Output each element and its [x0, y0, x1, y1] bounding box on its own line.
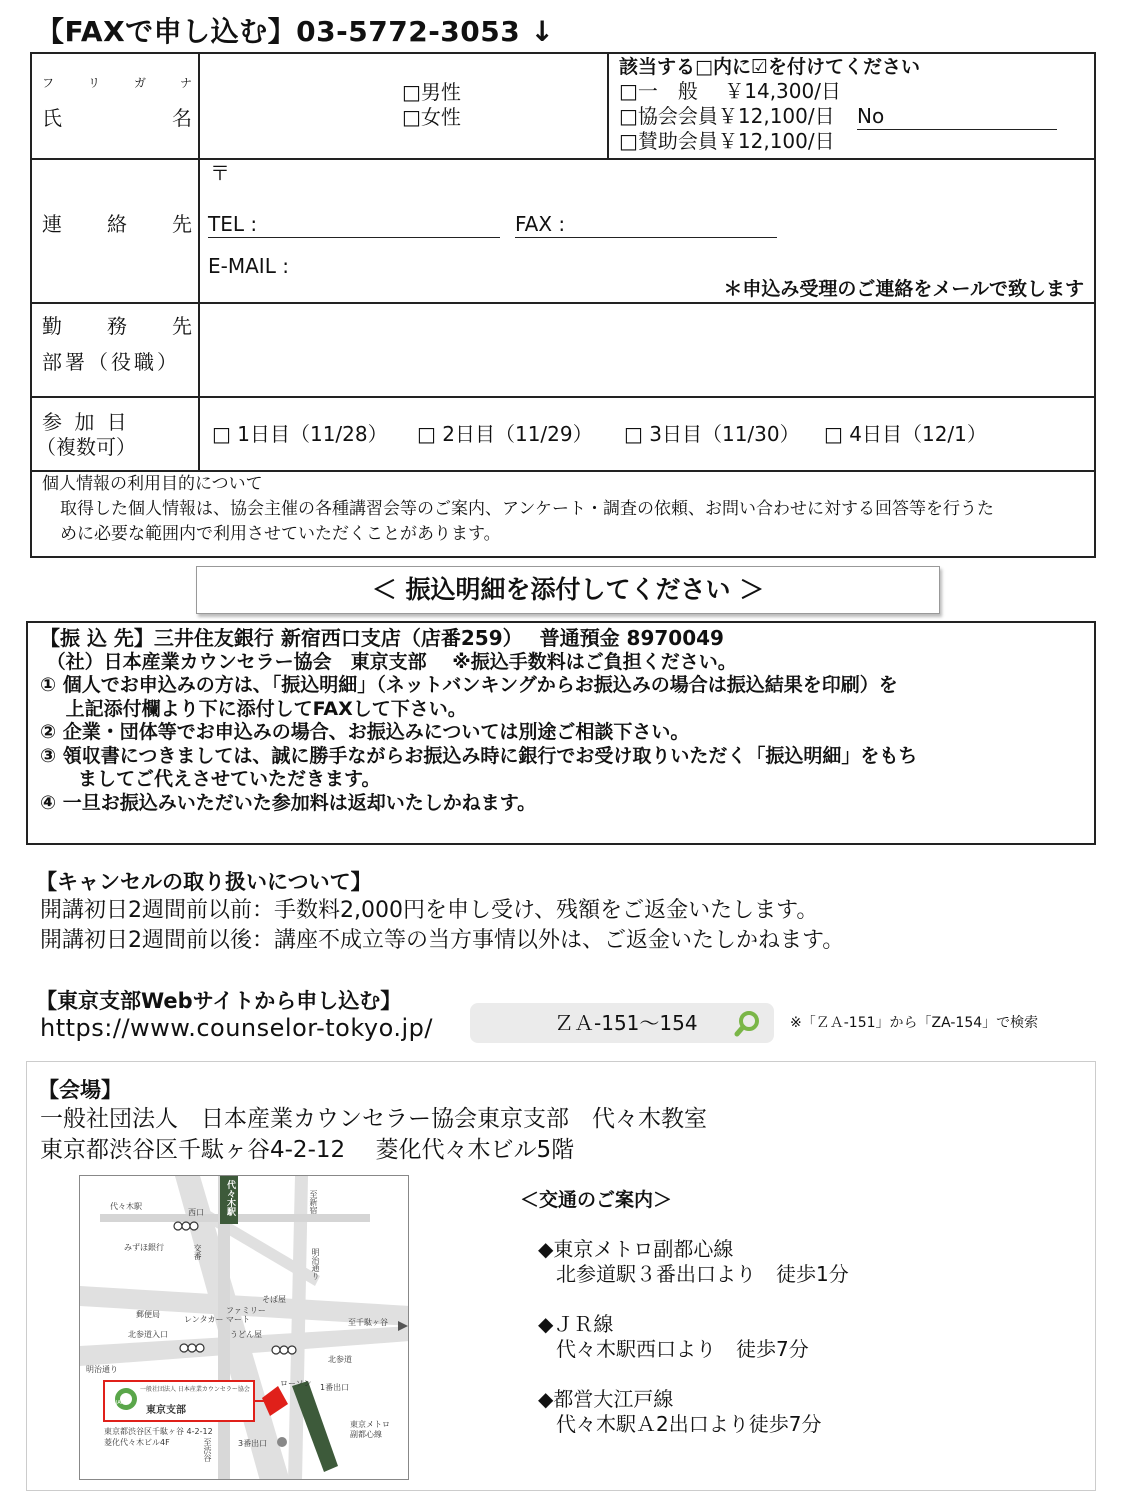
map-office-address: 東京都渋谷区千駄ヶ谷 4-2-12: [104, 1427, 213, 1436]
map-office-name: 東京支部: [146, 1405, 186, 1416]
contact-label-char: 先: [172, 212, 192, 236]
route-line: ◆東京メトロ副都心線: [538, 1237, 734, 1261]
furigana-char: リ: [87, 76, 100, 90]
access-map: [79, 1175, 409, 1480]
search-value: ＺＡ-151～154: [554, 1011, 698, 1035]
map-label: そば屋: [262, 1295, 286, 1304]
map-label: 北参道入口: [128, 1330, 168, 1339]
jaico-logo: JAICO: [116, 1400, 130, 1406]
date-label: 参 加 日: [42, 410, 130, 434]
cancel-title: 【キャンセルの取り扱いについて】: [36, 870, 372, 894]
bank-line: 上記添付欄より下に添付してFAXして下さい。: [40, 697, 467, 720]
route-detail: 北参道駅３番出口より 徒歩1分: [556, 1262, 849, 1286]
privacy-text-2: めに必要な範囲内で利用させていただくことがあります。: [60, 524, 501, 544]
map-label: 代々木駅: [225, 1180, 235, 1216]
bank-transfer-info: [26, 621, 1096, 845]
furigana-char: ナ: [179, 76, 192, 90]
website-url[interactable]: https://www.counselor-tokyo.jp/: [40, 1014, 433, 1042]
map-label: 明治通り: [311, 1248, 320, 1280]
fee-supporter-checkbox[interactable]: □賛助会員￥12,100/日: [619, 129, 835, 153]
fax-field[interactable]: [515, 212, 777, 238]
name-label: [42, 106, 192, 131]
fax-title: 【FAXで申し込む】03-5772-3053 ↓: [36, 15, 555, 48]
contact-label: [42, 212, 192, 237]
route-line: ◆都営大江戸線: [538, 1387, 674, 1411]
map-label: 至千駄ヶ谷: [348, 1318, 388, 1327]
bank-line: ③ 領収書につきましては、誠に勝手ながらお振込み時に銀行でお受け取りいただく「振込明細」をもち: [40, 744, 918, 767]
day1-checkbox[interactable]: □ 1日目（11/28）: [212, 422, 388, 446]
attach-receipt-banner: ＜ 振込明細を添付してください ＞: [196, 566, 940, 614]
work-label-char: 先: [172, 314, 192, 338]
cancel-line-2: 開講初日2週間前以後：講座不成立等の当方事情以外は、ご返金いたしかねます。: [40, 928, 845, 953]
route-line: ◆ＪＲ線: [538, 1312, 614, 1336]
tel-label: TEL :: [208, 212, 500, 238]
map-label: 明治通り: [86, 1365, 118, 1374]
search-note: ※「ＺＡ-151」から「ZA-154」で検索: [790, 1015, 1039, 1031]
map-label: 至渋谷: [203, 1438, 212, 1462]
work-input[interactable]: [200, 304, 1094, 394]
map-label: 3番出口: [238, 1439, 268, 1448]
col-divider: [198, 54, 200, 470]
privacy-text-1: 取得した個人情報は、協会主催の各種講習会等のご案内、アンケート・調査の依頼、お問い合わせに対する回答等を行うた: [60, 499, 994, 519]
contact-label-char: 連: [42, 212, 62, 236]
map-label: ローソン: [280, 1379, 312, 1388]
map-label: 北参道: [328, 1355, 352, 1364]
bank-line: ④ 一旦お振込みいただいた参加料は返却いたしかねます。: [40, 791, 537, 814]
map-label: みずほ銀行: [124, 1243, 164, 1252]
day4-checkbox[interactable]: □ 4日目（12/1）: [824, 422, 987, 446]
map-label: 交番: [193, 1244, 202, 1260]
fee-member-checkbox[interactable]: [619, 104, 1057, 130]
bank-line: ② 企業・団体等でお申込みの場合、お振込みについては別途ご相談下さい。: [40, 721, 690, 743]
day2-checkbox[interactable]: □ 2日目（11/29）: [417, 422, 593, 446]
bank-line: ① 個人でお申込みの方は、「振込明細」（ネットバンキングからお振込みの場合は振込結果を印刷）を: [40, 674, 898, 696]
bank-line: （社）日本産業カウンセラー協会 東京支部 ※振込手数料はご負担ください。: [40, 650, 737, 673]
row-divider: [32, 158, 1094, 160]
map-label: 至新宿: [309, 1190, 318, 1214]
map-label: ファミリーマート: [226, 1306, 266, 1324]
map-label: レンタカー: [184, 1315, 224, 1324]
tel-field[interactable]: [208, 212, 500, 238]
access-info: [520, 1188, 849, 1437]
map-label: うどん屋: [230, 1330, 262, 1339]
web-apply-title: 【東京支部Webサイトから申し込む】: [36, 989, 402, 1013]
bank-line: ましてご代えさせていただきます。: [40, 768, 381, 790]
date-sub-label: （複数可）: [36, 435, 136, 459]
search-icon[interactable]: [734, 1009, 762, 1037]
cancel-line-1: 開講初日2週間前以前：手数料2,000円を申し受け、残額をご返金いたします。: [40, 898, 819, 923]
map-label: 郵便局: [136, 1310, 160, 1319]
member-no-field[interactable]: [857, 104, 1057, 130]
day3-checkbox[interactable]: □ 3日目（11/30）: [624, 422, 800, 446]
name-label-char: 氏: [42, 106, 62, 130]
route-detail: 代々木駅西口より 徒歩7分: [556, 1337, 809, 1361]
col-divider: [607, 54, 609, 158]
postal-mark: 〒: [210, 161, 230, 185]
fax-label: FAX :: [515, 212, 777, 238]
map-office-building: 菱化代々木ビル4F: [104, 1438, 170, 1447]
gender-male-checkbox[interactable]: □男性: [402, 80, 461, 104]
privacy-title: 個人情報の利用目的について: [42, 474, 263, 494]
fax-application-form: [30, 52, 1096, 558]
route-detail: 代々木駅Ａ2出口より徒歩7分: [556, 1412, 822, 1436]
map-label: 西口: [188, 1208, 204, 1217]
work-label-char: 勤: [42, 314, 62, 338]
fee-instruction: 該当する□内に☑を付けてください: [619, 56, 920, 78]
venue-title: 【会場】: [38, 1078, 122, 1102]
row-divider: [32, 396, 1094, 398]
access-title: ＜交通のご案内＞: [520, 1189, 673, 1211]
gender-female-checkbox[interactable]: □女性: [402, 105, 461, 129]
work-label: [42, 314, 192, 339]
email-note: ＊申込み受理のご連絡をメールで致します: [723, 278, 1084, 300]
dept-label: 部署（役職）: [42, 350, 180, 374]
search-box[interactable]: [470, 1003, 774, 1043]
venue-name: 一般社団法人 日本産業カウンセラー協会東京支部 代々木教室: [40, 1106, 707, 1132]
contact-label-char: 絡: [107, 212, 127, 236]
venue-address: 東京都渋谷区千駄ヶ谷4-2-12 菱化代々木ビル5階: [40, 1137, 575, 1163]
email-field[interactable]: E-MAIL :: [208, 254, 289, 278]
map-label: 東京メトロ副都心線: [350, 1420, 390, 1439]
bank-line: 【振 込 先】三井住友銀行 新宿西口支店（店番259） 普通預金 8970049: [40, 626, 724, 650]
map-label: 1番出口: [320, 1383, 350, 1392]
map-label: 代々木駅: [110, 1202, 142, 1211]
furigana-label: [42, 76, 192, 91]
work-label-char: 務: [107, 314, 127, 338]
furigana-char: フ: [42, 76, 55, 90]
map-office-org: 一般社団法人 日本産業カウンセラー協会: [140, 1386, 250, 1393]
member-no-label: No: [856, 104, 885, 128]
fee-member-label: □協会会員￥12,100/日: [619, 104, 835, 128]
fee-general-checkbox[interactable]: □一 般 ￥14,300/日: [619, 79, 841, 103]
furigana-char: ガ: [133, 76, 146, 90]
name-label-char: 名: [172, 106, 192, 130]
